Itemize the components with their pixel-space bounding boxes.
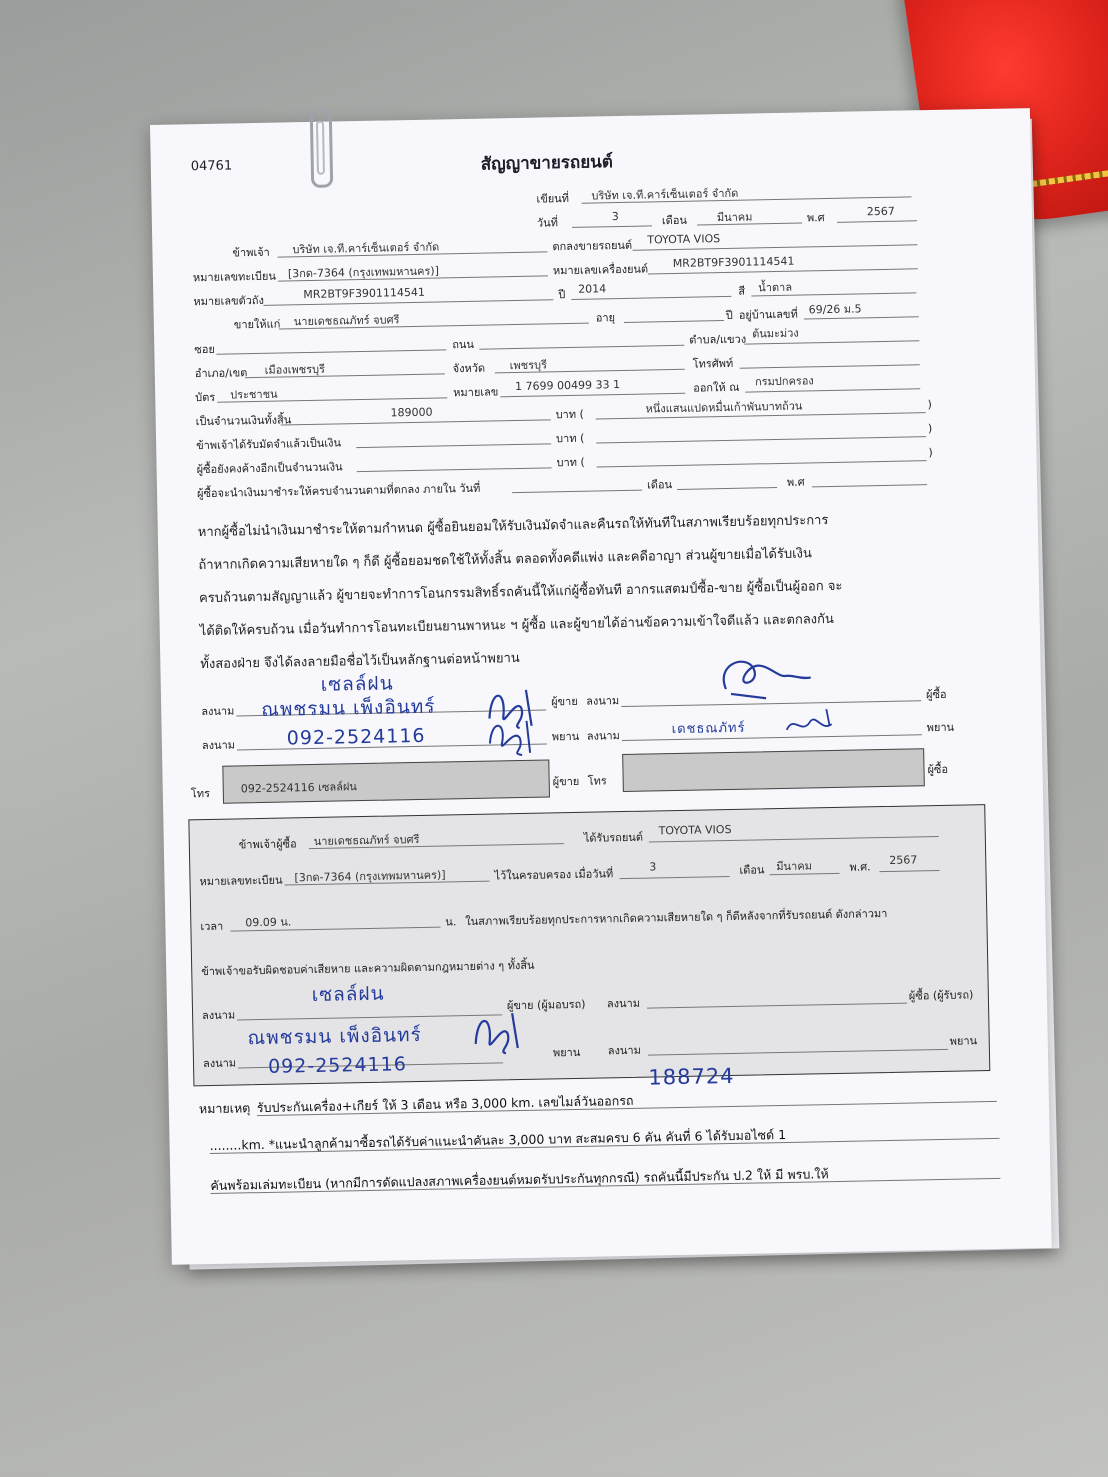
witness1-role: พยาน bbox=[551, 729, 580, 744]
baht-label-2: บาท ( bbox=[555, 431, 585, 446]
receipt-buyer-label: ข้าพเจ้าผู้ซื้อ bbox=[238, 837, 297, 852]
notes-line-1: รับประกันเครื่อง+เกียร์ ให้ 3 เดือน หรือ 3,000 km. เลขไมล์วันออกรถ bbox=[256, 1092, 634, 1116]
buyer-address: 69/26 ม.5 bbox=[808, 302, 862, 317]
terms-line-2: ถ้าหากเกิดความเสียหายใด ๆ ก็ดี ผู้ซื้อยอมชดใช้ให้ทั้งสิ้น ตลอดทั้งคดีแพ่ง และคดีอาญา ส่วนผู้ขายเมื่อได้รับเงิน bbox=[198, 546, 812, 574]
seller-tel-value: 092-2524116 เซลล์ฝน bbox=[240, 780, 357, 796]
receipt-reg-number: [3กด-7364 (กรุงเทพมหานคร)] bbox=[294, 868, 446, 885]
agree-sell-label: ตกลงขายรถยนต์ bbox=[552, 238, 633, 254]
seller-deliver-role: ผู้ขาย (ผู้มอบรถ) bbox=[506, 997, 586, 1013]
buyer-tel-box bbox=[622, 748, 925, 792]
soi-label: ซอย bbox=[194, 342, 215, 357]
written-at-value: บริษัท เจ.ที.คาร์เซ็นเตอร์ จำกัด bbox=[591, 186, 739, 203]
terms-line-3: ครบถ้วนตามสัญญาแล้ว ผู้ขายจะทำการโอนกรรมสิทธิ์รถคันนี้ให้แก่ผู้ซื้อทันที อากรแสตมป์ซื้อ-ขาย ผู้ซื้อเป็นผู้ออก จะ bbox=[198, 578, 843, 607]
time-label: เวลา bbox=[200, 919, 224, 934]
card-number: 1 7699 00499 33 1 bbox=[514, 378, 621, 394]
buyer-role-2: ผู้ซื้อ bbox=[927, 762, 949, 777]
notes-line-2: ........km. *แนะนำลูกค้ามาซื้อรถได้รับค่าแนะนำคันละ 3,000 บาท สะสมครบ 6 คัน คันที่ 6 ได้รับมอไซด์ 1 bbox=[209, 1126, 787, 1154]
baht-label-3: บาท ( bbox=[556, 455, 585, 470]
receipt-month-label: เดือน bbox=[739, 863, 765, 877]
contract-paper bbox=[150, 108, 1052, 1265]
document-title: สัญญาขายรถยนต์ bbox=[480, 152, 614, 175]
seller-tel-label: โทร bbox=[190, 786, 211, 801]
buyer-name: นายเดชธณภัทร์ จบศรี bbox=[293, 313, 400, 329]
card-type: ประชาชน bbox=[230, 387, 278, 402]
received-label: ได้รับรถยนต์ bbox=[583, 830, 644, 845]
car-color: น้ำตาล bbox=[758, 280, 793, 295]
baht-label: บาท ( bbox=[555, 407, 584, 422]
receipt-time: 09.09 น. bbox=[245, 915, 292, 930]
reg-number: [3กด-7364 (กรุงเทพมหานคร)] bbox=[287, 264, 440, 281]
document-number: 04761 bbox=[190, 158, 233, 175]
issued-label: ออกให้ ณ bbox=[693, 380, 740, 395]
handwritten-witness: เดชธณภัทร์ bbox=[671, 720, 746, 738]
witness3-role: พยาน bbox=[552, 1045, 581, 1060]
terms-line-4: ได้ติดให้ครบถ้วน เมื่อวันทำการโอนทะเบียนยานพาหนะ ฯ ผู้ซื้อ และผู้ขายได้อ่านข้อความเข้าใจดีแล้ว และตกลงกัน bbox=[199, 611, 834, 640]
handwritten-name-2: ณพชรมน เพ็งอินทร์ bbox=[247, 1023, 422, 1050]
notes-line-3: คันพร้อมเล่มทะเบียน (หากมีการดัดแปลงสภาพเครื่องยนต์หมดรับประกันทุกกรณี) รถคันนี้มีประกัน ป.2 ให้ มี พรบ.ให้ bbox=[210, 1166, 829, 1194]
province-label: จังหวัด bbox=[452, 361, 486, 376]
possess-label: ไว้ในครอบครอง เมื่อวันที่ bbox=[494, 867, 614, 883]
date-month: มีนาคม bbox=[716, 210, 753, 225]
i-label: ข้าพเจ้า bbox=[232, 245, 270, 260]
deliver-sign-label: ลงนาม bbox=[201, 1008, 236, 1023]
handwritten-sales-2: เซลล์ฝน bbox=[311, 982, 385, 1007]
close-paren-3: ) bbox=[928, 446, 933, 460]
close-paren: ) bbox=[927, 398, 932, 412]
seller-name: บริษัท เจ.ที.คาร์เซ็นเตอร์ จำกัด bbox=[292, 240, 440, 257]
date-year: 2567 bbox=[866, 204, 895, 219]
time-unit: น. bbox=[445, 915, 457, 929]
terms-line-1: หากผู้ซื้อไม่นำเงินมาชำระให้ตามกำหนด ผู้ซื้อยินยอมให้รับเงินมัดจำและคืนรถให้ทันทีในสภาพเรียบร้อยทุกประการ bbox=[197, 513, 829, 541]
color-label: สี bbox=[738, 284, 746, 298]
written-at-label: เขียนที่ bbox=[536, 191, 570, 206]
receipt-year: 2567 bbox=[889, 853, 918, 867]
car-model: TOYOTA VIOS bbox=[647, 232, 721, 247]
engine-label: หมายเลขเครื่องยนต์ bbox=[552, 262, 649, 278]
witness2-signature-icon bbox=[781, 704, 842, 740]
witness1-signature-icon bbox=[481, 713, 542, 759]
amphoe-value: เมืองเพชรบุรี bbox=[264, 362, 326, 377]
age-label: อายุ bbox=[595, 311, 616, 325]
handwritten-phone-2: 092-2524116 bbox=[267, 1053, 408, 1078]
handwritten-mileage: 188724 bbox=[648, 1063, 735, 1090]
pay-by-label: ผู้ซื้อจะนำเงินมาชำระให้ครบจำนวนตามที่ตกลง ภายใน วันที่ bbox=[196, 481, 481, 501]
receive-sign-label: ลงนาม bbox=[606, 996, 641, 1011]
road-label: ถนน bbox=[452, 337, 475, 352]
issued-by: กรมปกครอง bbox=[754, 374, 814, 389]
car-year-label: ปี bbox=[558, 288, 566, 302]
sell-to-label: ขายให้แก่ bbox=[233, 317, 281, 332]
witness2-role: พยาน bbox=[926, 720, 955, 735]
seller-sign-label: ลงนาม bbox=[201, 704, 235, 719]
buyer-signature-icon bbox=[705, 647, 826, 709]
handwritten-phone-1: 092-2524116 bbox=[286, 724, 426, 750]
handwritten-name-1: ณพชรมน เพ็งอินทร์ bbox=[261, 695, 436, 721]
car-year: 2014 bbox=[578, 282, 607, 296]
year2-label: พ.ศ bbox=[786, 475, 805, 489]
notes-label: หมายเหตุ bbox=[198, 1100, 251, 1117]
condition-text: ในสภาพเรียบร้อยทุกประการหากเกิดความเสียหายใด ๆ ก็ดีหลังจากที่รับรถยนต์ ดังกล่าวมา bbox=[465, 906, 888, 929]
paperclip-icon bbox=[310, 110, 333, 188]
age-unit: ปี bbox=[725, 308, 733, 322]
month-label: เดือน bbox=[661, 213, 688, 228]
chassis-label: หมายเลขตัวถัง bbox=[193, 293, 265, 309]
remaining-label: ผู้ซื้อยังคงค้างอีกเป็นจำนวนเงิน bbox=[196, 460, 343, 477]
buyer-sign-label: ลงนาม bbox=[586, 694, 620, 708]
seller-role: ผู้ขาย bbox=[551, 694, 578, 709]
deposit-label: ข้าพเจ้าได้รับมัดจำแล้วเป็นเงิน bbox=[196, 436, 342, 453]
witness4-sign-label: ลงนาม bbox=[607, 1043, 642, 1058]
total-amount: 189000 bbox=[390, 405, 433, 420]
handwritten-sales-1: เซลล์ฝน bbox=[320, 672, 394, 696]
receipt-car-model: TOYOTA VIOS bbox=[658, 822, 732, 838]
card-no-label: หมายเลข bbox=[453, 385, 499, 400]
buyer-role: ผู้ซื้อ bbox=[925, 687, 947, 702]
close-paren-2: ) bbox=[927, 422, 933, 436]
witness2-sign-label: ลงนาม bbox=[586, 729, 620, 743]
receipt-buyer-name: นายเดชธณภัทร์ จบศรี bbox=[313, 832, 420, 848]
chassis-number: MR2BT9F3901114541 bbox=[303, 285, 426, 302]
card-label: บัตร bbox=[195, 390, 216, 405]
total-words: หนึ่งแสนแปดหมื่นเก้าพันบาทถ้วน bbox=[645, 399, 803, 416]
witness3-sign-label: ลงนาม bbox=[202, 1056, 237, 1071]
reg-label: หมายเลขทะเบียน bbox=[192, 269, 277, 285]
buyer-tel-label: โทร bbox=[587, 774, 607, 788]
year-label: พ.ศ bbox=[806, 211, 825, 225]
engine-number: MR2BT9F3901114541 bbox=[672, 254, 795, 270]
total-label: เป็นจำนวนเงินทั้งสิ้น bbox=[195, 413, 292, 429]
responsibility-text: ข้าพเจ้าขอรับผิดชอบค่าเสียหาย และความผิดตามกฎหมายต่าง ๆ ทั้งสิ้น bbox=[201, 958, 535, 979]
date-day: 3 bbox=[611, 210, 619, 224]
witness1-sign-label: ลงนาม bbox=[201, 738, 236, 753]
receipt-year-label: พ.ศ. bbox=[849, 860, 871, 874]
month2-label: เดือน bbox=[646, 478, 673, 492]
terms-line-5: ทั้งสองฝ่าย จึงได้ลงลายมือชื่อไว้เป็นหลักฐานต่อหน้าพยาน bbox=[200, 651, 520, 673]
deliver-signature-icon bbox=[467, 1003, 528, 1059]
tambon-label: ตำบล/แขวง bbox=[689, 332, 747, 347]
phone-label: โทรศัพท์ bbox=[692, 356, 734, 371]
tambon-value: ต้นมะม่วง bbox=[751, 326, 799, 341]
address-label: อยู่บ้านเลขที่ bbox=[738, 307, 798, 322]
witness4-role: พยาน bbox=[949, 1034, 978, 1048]
amphoe-label: อำเภอ/เขต bbox=[194, 366, 248, 381]
province-value: เพชรบุรี bbox=[509, 358, 548, 373]
receipt-reg-label: หมายเลขทะเบียน bbox=[199, 873, 283, 889]
receipt-day: 3 bbox=[649, 860, 657, 874]
date-label: วันที่ bbox=[536, 216, 559, 230]
buyer-receive-role: ผู้ซื้อ (ผู้รับรถ) bbox=[908, 988, 974, 1003]
seller-role-2: ผู้ขาย bbox=[552, 774, 580, 789]
receipt-month: มีนาคม bbox=[776, 859, 813, 874]
